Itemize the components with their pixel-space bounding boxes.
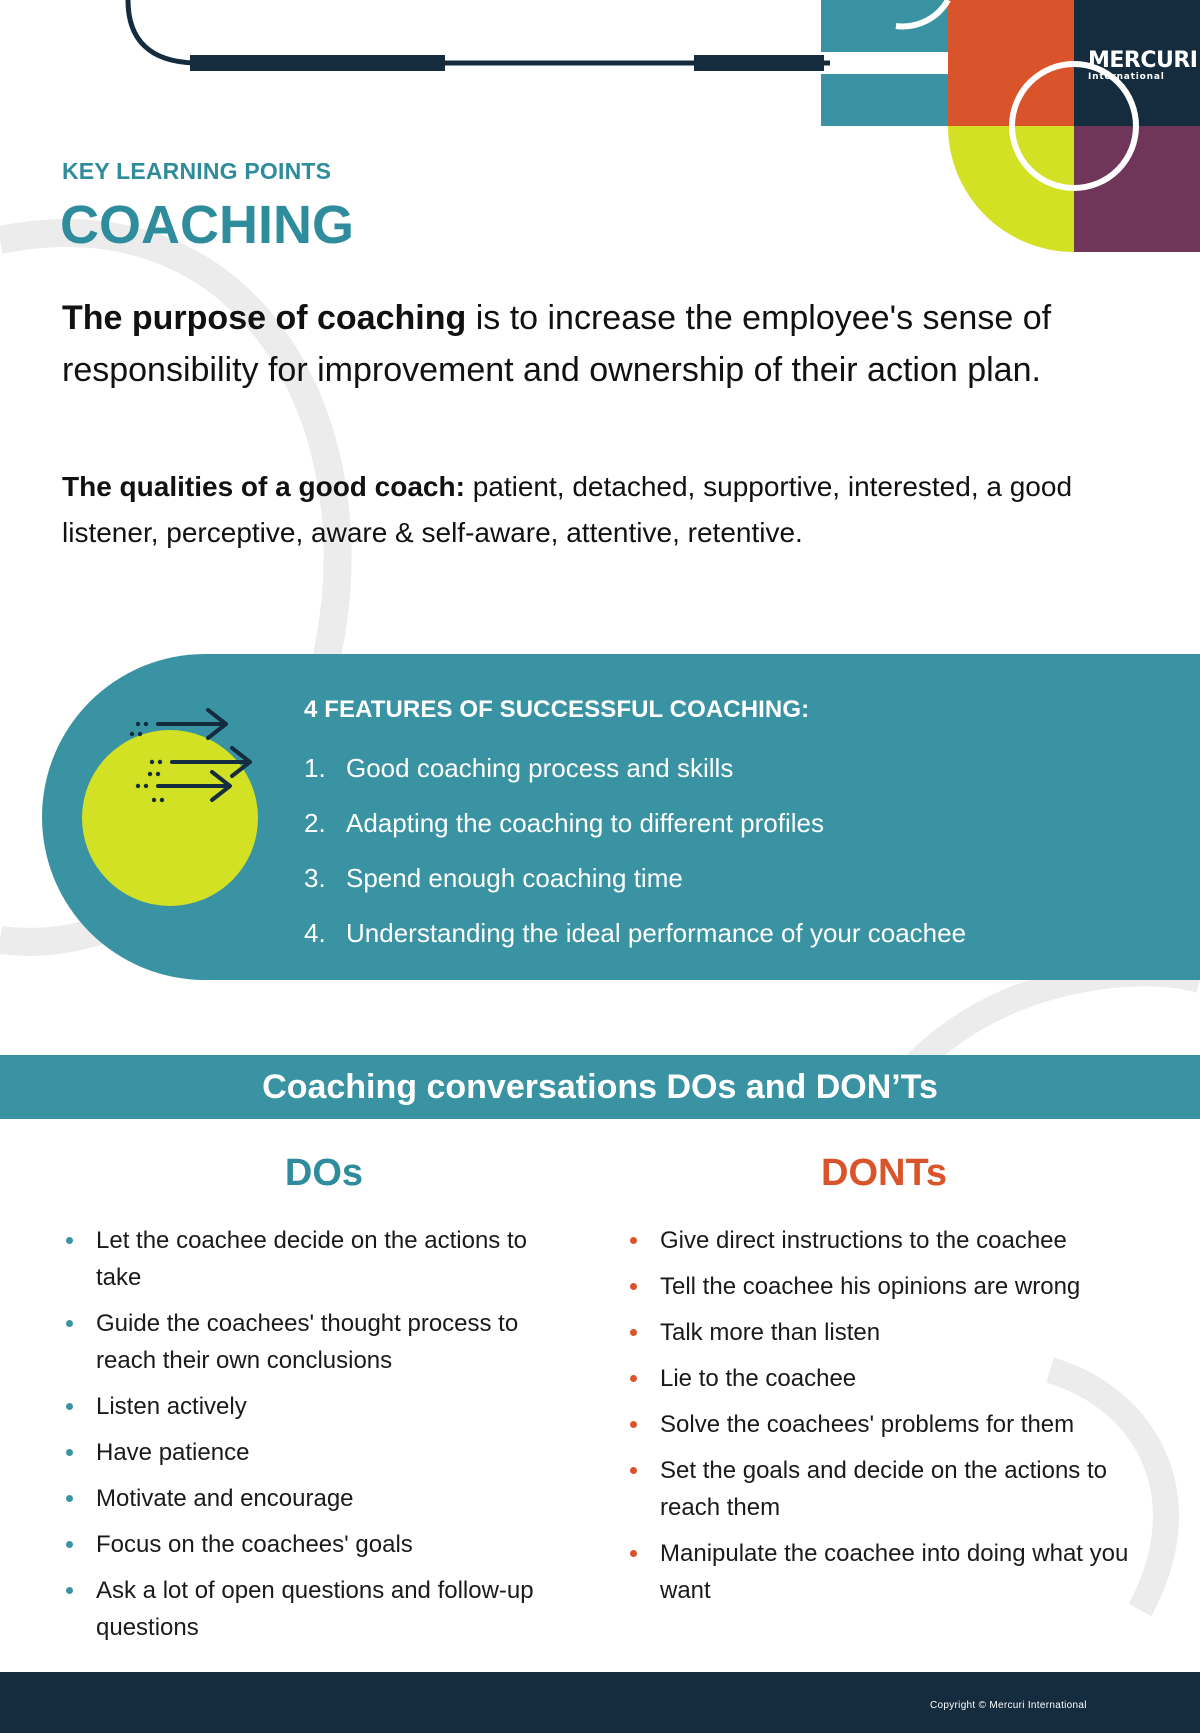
bullet-icon (66, 1320, 73, 1327)
bullet-icon (630, 1467, 637, 1474)
do-item (62, 1572, 542, 1646)
kicker-heading: KEY LEARNING POINTS (62, 158, 332, 184)
do-text: Motivate and encourage (96, 1485, 354, 1512)
features-list (304, 748, 966, 968)
dont-item (626, 1360, 1146, 1397)
bullet-icon (66, 1449, 73, 1456)
feature-number: 1. (304, 753, 326, 783)
arrows-icon (128, 700, 268, 830)
dont-text: Set the goals and decide on the actions to reach them (660, 1457, 1107, 1521)
logo-wordmark: MERCURI (1088, 48, 1198, 73)
feature-text: Adapting the coaching to different profiles (346, 808, 824, 838)
page-title: COACHING (60, 195, 354, 255)
dont-text: Tell the coachee his opinions are wrong (660, 1273, 1081, 1300)
bullet-icon (630, 1550, 637, 1557)
feature-number: 4. (304, 918, 326, 948)
do-text: Have patience (96, 1439, 250, 1466)
feature-number: 3. (304, 863, 326, 893)
dont-item (626, 1222, 1146, 1259)
dont-text: Solve the coachees' problems for them (660, 1411, 1075, 1438)
do-text: Ask a lot of open questions and follow-up questions (96, 1577, 534, 1641)
dos-title: DOs (284, 1152, 364, 1194)
do-item (62, 1526, 542, 1563)
bullet-icon (66, 1587, 73, 1594)
dont-item (626, 1535, 1146, 1609)
do-text: Guide the coachees' thought process to reach their own conclusions (96, 1310, 519, 1374)
do-text: Let the coachee decide on the actions to take (96, 1227, 527, 1291)
feature-text: Good coaching process and skills (346, 753, 734, 783)
bullet-icon (630, 1283, 637, 1290)
bullet-icon (630, 1421, 637, 1428)
qualities-text: patient, detached, supportive, interested, a good listener, perceptive, aware & self-aware, attentive, retentive. (62, 471, 1073, 548)
do-item (62, 1434, 542, 1471)
feature-item (304, 858, 966, 913)
bullet-icon (66, 1237, 73, 1244)
dont-item (626, 1314, 1146, 1351)
dont-item (626, 1406, 1146, 1443)
do-text: Listen actively (96, 1393, 247, 1420)
dont-text: Lie to the coachee (660, 1365, 857, 1392)
bullet-icon (66, 1541, 73, 1548)
purpose-text: is to increase the employee's sense of responsibility for improvement and ownership of their action plan. (62, 299, 1052, 389)
donts-title: DONTs (821, 1152, 947, 1194)
do-item (62, 1305, 542, 1379)
dont-text: Give direct instructions to the coachee (660, 1227, 1067, 1254)
purpose-lead: The purpose of coaching (62, 299, 467, 337)
donts-list (626, 1222, 1146, 1618)
qualities-paragraph (62, 464, 1142, 556)
dont-text: Talk more than listen (660, 1319, 881, 1346)
feature-number: 2. (304, 808, 326, 838)
features-title: 4 FEATURES OF SUCCESSFUL COACHING: (304, 696, 810, 723)
dont-item (626, 1452, 1146, 1526)
feature-item (304, 803, 966, 858)
dont-text: Manipulate the coachee into doing what you want (660, 1540, 1129, 1604)
feature-text: Understanding the ideal performance of your coachee (346, 918, 967, 948)
bullet-icon (66, 1495, 73, 1502)
do-item (62, 1388, 542, 1425)
conversations-heading: Coaching conversations DOs and DON’Ts (0, 1055, 1200, 1119)
dos-list (62, 1222, 542, 1655)
do-item (62, 1222, 542, 1296)
do-item (62, 1480, 542, 1517)
bullet-icon (630, 1237, 637, 1244)
bullet-icon (630, 1329, 637, 1336)
feature-item (304, 748, 966, 803)
feature-item (304, 913, 966, 968)
brand-logo (1088, 50, 1196, 82)
copyright-text: Copyright © Mercuri International (930, 1700, 1087, 1711)
purpose-paragraph (62, 292, 1142, 396)
do-text: Focus on the coachees' goals (96, 1531, 413, 1558)
feature-text: Spend enough coaching time (346, 863, 683, 893)
qualities-lead: The qualities of a good coach: (62, 471, 465, 502)
bullet-icon (630, 1375, 637, 1382)
logo-subline: International (1088, 72, 1165, 82)
bullet-icon (66, 1403, 73, 1410)
dont-item (626, 1268, 1146, 1305)
